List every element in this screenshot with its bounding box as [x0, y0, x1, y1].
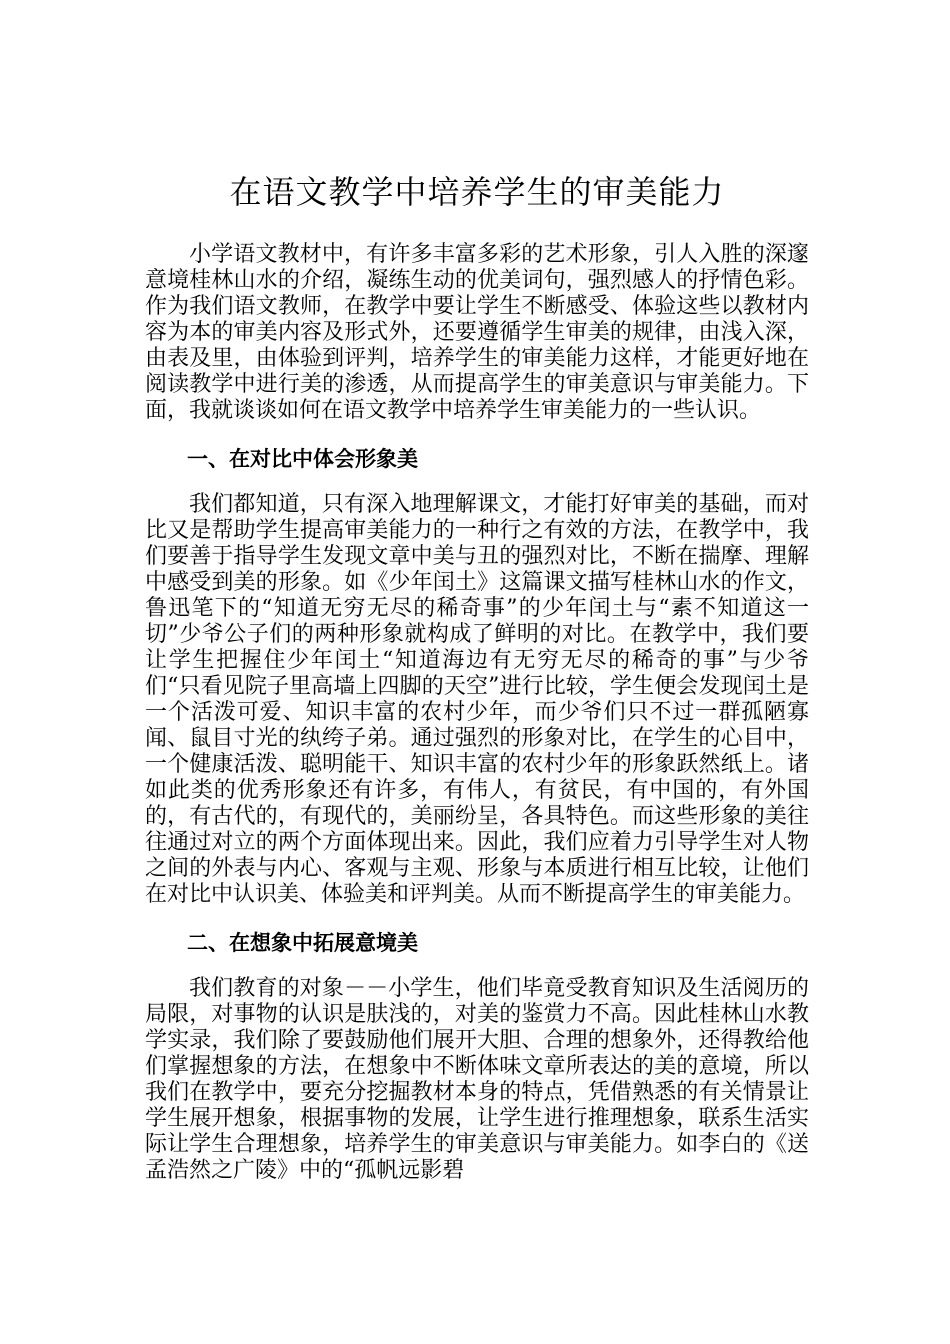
- intro-paragraph: 小学语文教材中，有许多丰富多彩的艺术形象，引人入胜的深邃意境桂林山水的介绍，凝练生动的优美词句，强烈感人的抒情色彩。作为我们语文教师，在教学中要让学生不断感受、体验这些以教材内容为本的审美内容及形式外，还要遵循学生审美的规律，由浅入深，由表及里，由体验到评判，培养学生的审美能力这样，才能更好地在阅读教学中进行美的渗透，从而提高学生的审美意识与审美能力。下面，我就谈谈如何在语文教学中培养学生审美能力的一些认识。: [145, 241, 809, 423]
- document-title: 在语文教学中培养学生的审美能力: [229, 173, 725, 211]
- section-heading-2: 二、在想象中拓展意境美: [187, 929, 418, 955]
- section-paragraph-2: 我们教育的对象－－小学生，他们毕竟受教育知识及生活阅历的局限，对事物的认识是肤浅的，对美的鉴赏力不高。因此桂林山水教学实录，我们除了要鼓励他们展开大胆、合理的想象外，还得教给他们掌握想象的方法，在想象中不断体味文章所表达的美的意境，所以我们在教学中，要充分挖掘教材本身的特点，凭借熟悉的有关情景让学生展开想象，根据事物的发展，让学生进行推理想象，联系生活实际让学生合理想象，培养学生的审美意识与审美能力。如李白的《送孟浩然之广陵》中的“孤帆远影碧: [145, 975, 809, 1183]
- section-paragraph-1: 我们都知道，只有深入地理解课文，才能打好审美的基础，而对比又是帮助学生提高审美能力的一种行之有效的方法，在教学中，我们要善于指导学生发现文章中美与丑的强烈对比，不断在揣摩、理解中感受到美的形象。如《少年闰土》这篇课文描写桂林山水的作文，鲁迅笔下的“知道无穷无尽的稀奇事”的少年闰土与“素不知道这一切”少爷公子们的两种形象就构成了鲜明的对比。在教学中，我们要让学生把握住少年闰土“知道海边有无穷无尽的稀奇的事”与少爷们“只看见院子里高墙上四脚的天空”进行比较，学生便会发现闰土是一个活泼可爱、知识丰富的农村少年，而少爷们只不过一群孤陋寡闻、鼠目寸光的纨绔子弟。通过强烈的形象对比，在学生的心目中，一个健康活泼、聪明能干、知识丰富的农村少年的形象跃然纸上。诸如此类的优秀形象还有许多，有伟人，有贫民，有中国的，有外国的，有古代的，有现代的，美丽纷呈，各具特色。而这些形象的美往往通过对立的两个方面体现出来。因此，我们应着力引导学生对人物之间的外表与内心、客观与主观、形象与本质进行相互比较，让他们在对比中认识美、体验美和评判美。从而不断提高学生的审美能力。: [145, 491, 809, 907]
- section-heading-1: 一、在对比中体会形象美: [187, 445, 418, 471]
- document-page: [145, 172, 809, 1184]
